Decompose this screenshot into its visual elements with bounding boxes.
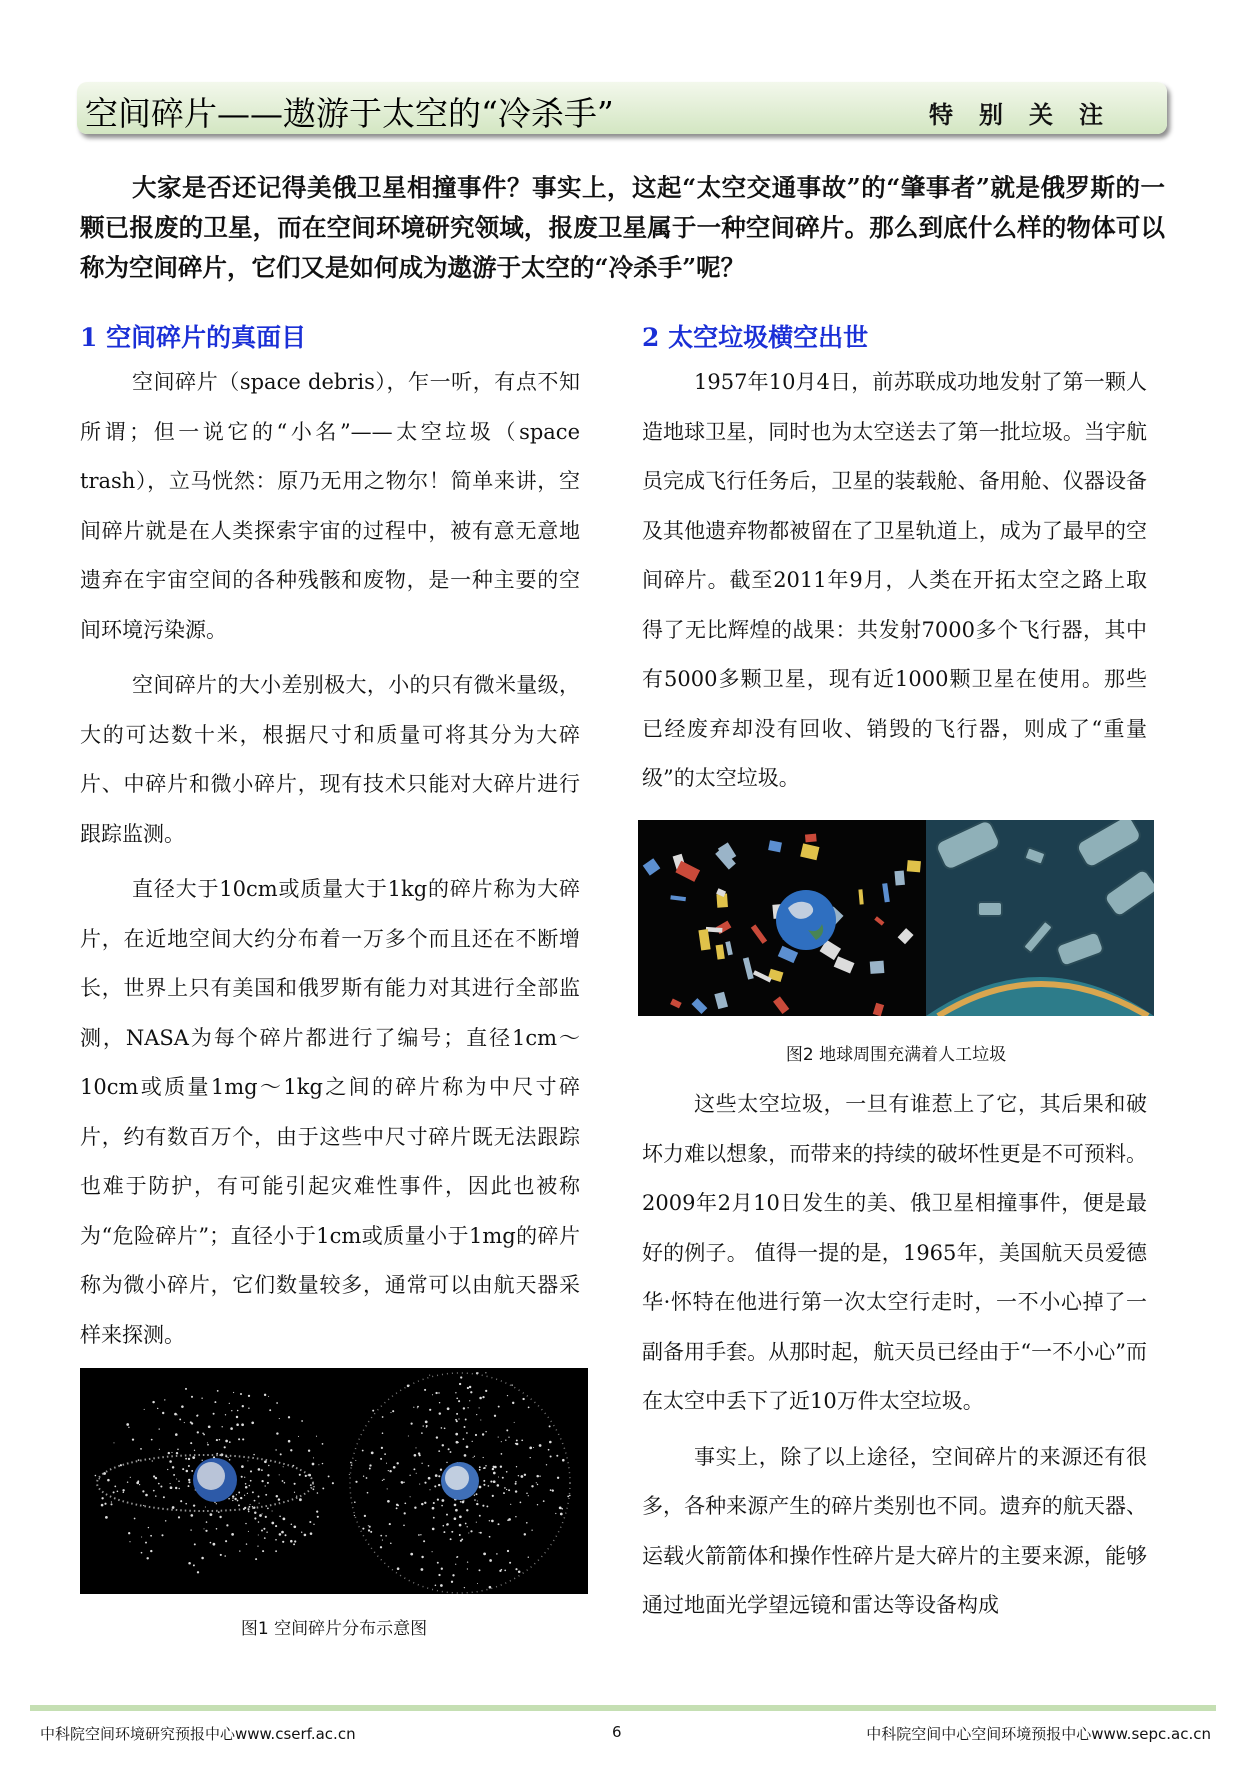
body-paragraph: 事实上，除了以上途径，空间碎片的来源还有很多，各种来源产生的碎片类别也不同。遗弃的航天器、运载火箭箭体和操作性碎片是大碎片的主要来源，能够通过地面光学望远镜和雷达等设备构成 [642, 1444, 1147, 1617]
body-paragraph: 空间碎片（space debris），乍一听，有点不知所谓；但一说它的“小名”——太空垃圾（space trash），立马恍然：原乃无用之物尔！简单来讲，空间碎片就是在人类探索宇宙的过程中，被有意无意地遗弃在宇宙空间的各种残骸和废物，是一种主要的空间环境污染源。 [80, 370, 580, 642]
page-title: 空间碎片——遨游于太空的“冷杀手” [85, 94, 614, 133]
body-paragraph: 1957年10月4日，前苏联成功地发射了第一颗人造地球卫星，同时也为太空送去了第一批垃圾。当宇航员完成飞行任务后，卫星的装载舱、备用舱、仪器设备及其他遗弃物都被留在了卫星轨道上，成为了最早的空间碎片。截至2011年9月，人类在开拓太空之路上取得了无比辉煌的战果：共发射7000多个飞行器，其中有5000多颗卫星，现有近1000颗卫星在使用。那些已经废弃却没有回收、销毁的飞行器，则成了“重量级”的太空垃圾。 [642, 370, 1147, 790]
figure-1-debris-distribution [80, 1368, 588, 1594]
right-column [642, 318, 1147, 810]
footer-right-text: 中科院空间中心空间环境预报中心www.sepc.ac.cn [866, 1725, 1211, 1743]
section-heading-1: 1 空间碎片的真面目 [80, 323, 307, 352]
figure-1-caption: 图1 空间碎片分布示意图 [240, 1619, 428, 1639]
debris-distribution-image [80, 1368, 588, 1594]
section-tag: 特别关注 [929, 100, 1129, 129]
footer-rule [30, 1705, 1216, 1711]
left-column [80, 318, 580, 1366]
header-bar [77, 82, 1167, 134]
page-number: 6 [612, 1723, 622, 1741]
figure-2-caption: 图2 地球周围充满着人工垃圾 [785, 1045, 1007, 1065]
body-paragraph: 空间碎片的大小差别极大，小的只有微米量级，大的可达数十米，根据尺寸和质量可将其分为大碎片、中碎片和微小碎片，现有技术只能对大碎片进行跟踪监测。 [80, 673, 580, 846]
body-paragraph: 这些太空垃圾，一旦有谁惹上了它，其后果和破坏力难以想象，而带来的持续的破坏性更是不可预料。2009年2月10日发生的美、俄卫星相撞事件，便是最好的例子。 值得一提的是，1965年，美国航天员爱德华·怀特在他进行第一次太空行走时，一不小心掉了一副备用手套。从那时起，航天员已经由于“一不小心”而在太空中丢下了近10万件太空垃圾。 [642, 1092, 1147, 1413]
figure-2-space-junk [638, 820, 1154, 1016]
intro-paragraph: 大家是否还记得美俄卫星相撞事件？事实上，这起“太空交通事故”的“肇事者”就是俄罗斯的一颗已报废的卫星，而在空间环境研究领域，报废卫星属于一种空间碎片。那么到底什么样的物体可以称为空间碎片，它们又是如何成为遨游于太空的“冷杀手”呢？ [80, 173, 1165, 282]
space-junk-image [638, 820, 1154, 1016]
body-paragraph: 直径大于10cm或质量大于1kg的碎片称为大碎片，在近地空间大约分布着一万多个而且还在不断增长，世界上只有美国和俄罗斯有能力对其进行全部监测，NASA为每个碎片都进行了编号；直径1cm～10cm或质量1mg～1kg之间的碎片称为中尺寸碎片，约有数百万个，由于这些中尺寸碎片既无法跟踪也难于防护，有可能引起灾难性事件，因此也被称为“危险碎片”；直径小于1cm或质量小于1mg的碎片称为微小碎片，它们数量较多，通常可以由航天器采样来探测。 [80, 877, 580, 1347]
footer-left-text: 中科院空间环境研究预报中心www.cserf.ac.cn [40, 1725, 356, 1743]
section-heading-2: 2 太空垃圾横空出世 [642, 323, 869, 352]
right-column-continued [642, 1080, 1147, 1637]
earth-icon [776, 890, 836, 950]
